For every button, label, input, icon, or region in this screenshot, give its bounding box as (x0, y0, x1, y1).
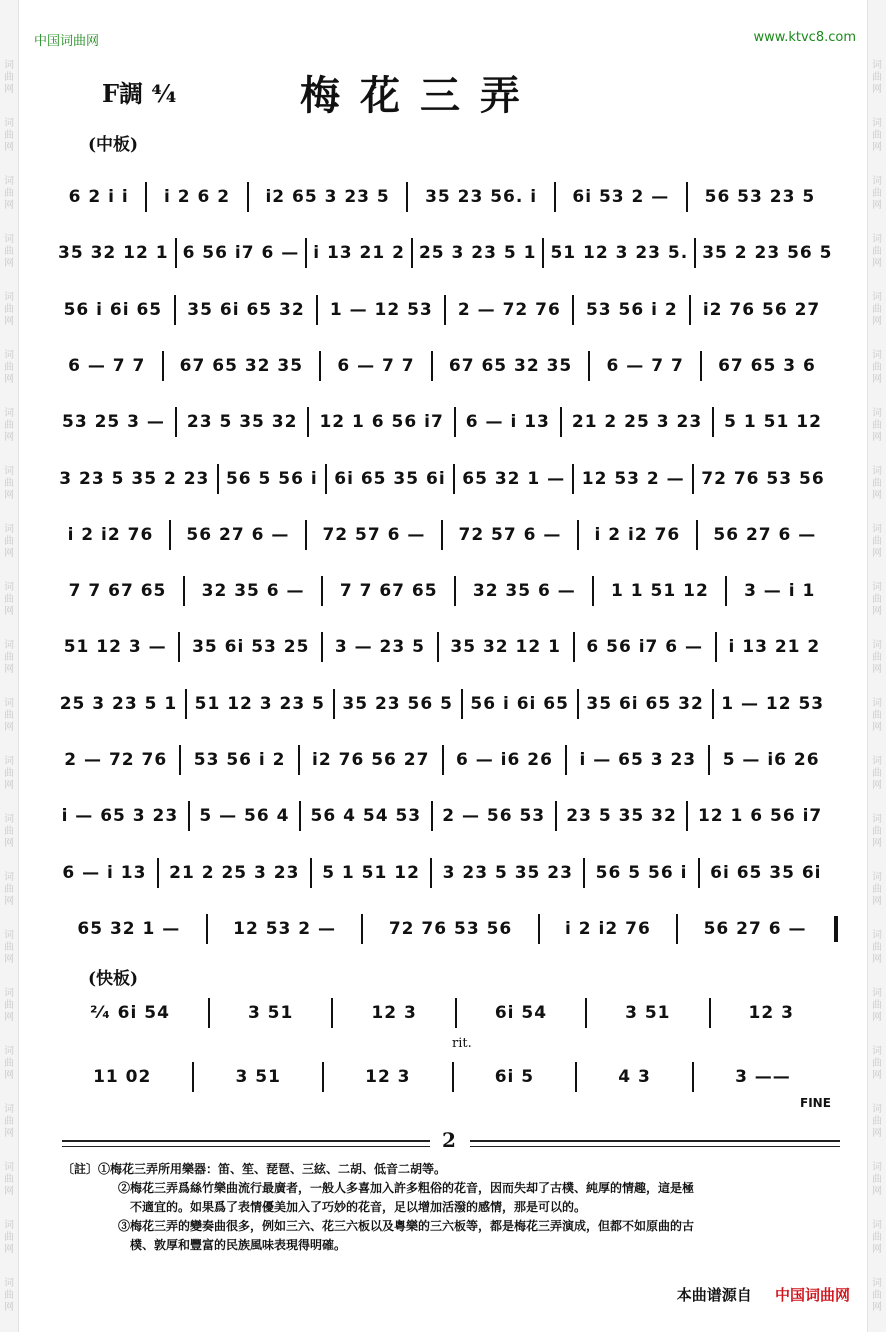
measure: 51 12 3 23 5. (542, 238, 694, 268)
measure: 6i 65 35 6i (325, 464, 453, 494)
score-line (52, 745, 838, 775)
watermark-text: 词曲网 (872, 350, 882, 385)
measure: 35 6i 53 25 (178, 632, 321, 662)
watermark-text: 词曲网 (4, 176, 14, 211)
measure: 51 12 3 23 5 (185, 689, 333, 719)
measure: 2 — 56 53 (431, 801, 555, 831)
measure: 56 27 6 — (696, 520, 832, 550)
measure: 3 —— (692, 1062, 832, 1092)
watermark-text: 词曲网 (4, 582, 14, 617)
watermark-text: 词曲网 (872, 466, 882, 501)
note-line: 〔註〕①梅花三弄所用樂器：笛、笙、琵琶、三絃、二胡、低音二胡等。 (62, 1162, 447, 1176)
measure: 35 23 56. i (406, 182, 553, 212)
note-line: ③梅花三弄的變奏曲很多，例如三六、花三六板以及粵樂的三六板等，都是梅花三弄演成，但都不如原曲的古 (118, 1219, 695, 1233)
watermark-text: 词曲网 (4, 292, 14, 327)
measure: 12 53 2 — (206, 914, 362, 944)
measure: i2 76 56 27 (298, 745, 442, 775)
measure: ²⁄₄ 6i 54 (90, 1003, 170, 1023)
note-line: 不適宜的。如果爲了表情優美加入了巧妙的花音，足以增加活潑的感情，那是可以的。 (130, 1200, 587, 1214)
measure: i2 76 56 27 (689, 295, 832, 325)
watermark-text: 词曲网 (4, 466, 14, 501)
score-line (52, 520, 838, 550)
watermark-text: 词曲网 (872, 872, 882, 907)
watermark-text: 词曲网 (872, 1220, 882, 1255)
watermark-text: 词曲网 (872, 930, 882, 965)
measure: 3 51 (585, 998, 708, 1028)
measure: 6 — i6 26 (442, 745, 565, 775)
watermark-text: 词曲网 (872, 698, 882, 733)
measure: 32 35 6 — (454, 576, 592, 606)
watermark-text: 词曲网 (872, 524, 882, 559)
measure: 7 7 67 65 (321, 576, 454, 606)
page-rule-left-thin (62, 1146, 430, 1147)
measure: 12 53 2 — (572, 464, 692, 494)
measure: 7 7 67 65 (68, 581, 167, 602)
measure: 5 — 56 4 (188, 801, 299, 831)
watermark-text: 词曲网 (4, 350, 14, 385)
measure: 32 35 6 — (183, 576, 321, 606)
watermark-text: 词曲网 (4, 1278, 14, 1313)
measure: 56 27 6 — (676, 914, 832, 944)
measure: 6 2 i i (68, 187, 129, 207)
watermark-text: 词曲网 (4, 118, 14, 153)
watermark-text: 词曲网 (872, 234, 882, 269)
measure: 56 i 6i 65 (63, 299, 163, 320)
tempo-moderato: (中板) (88, 135, 139, 155)
measure: 6 — 7 7 (588, 351, 700, 381)
header-site-url[interactable]: www.ktvc8.com (753, 30, 856, 45)
watermark-text: 词曲网 (4, 1220, 14, 1255)
measure: 21 2 25 3 23 (560, 407, 712, 437)
score-line (52, 407, 838, 437)
measure: 3 23 5 35 2 23 (59, 468, 210, 489)
measure: 1 1 51 12 (592, 576, 725, 606)
measure: 35 6i 65 32 (577, 689, 712, 719)
watermark-text: 词曲网 (872, 1046, 882, 1081)
watermark-text: 词曲网 (4, 698, 14, 733)
watermark-text: 词曲网 (4, 60, 14, 95)
measure: i 2 6 2 (145, 182, 246, 212)
measure: 1 — 12 53 (316, 295, 444, 325)
measure: 67 65 32 35 (431, 351, 589, 381)
measure: 6 56 i7 6 — (175, 238, 306, 268)
watermark-text: 词曲网 (872, 988, 882, 1023)
watermark-text: 词曲网 (872, 176, 882, 211)
score-line (52, 238, 838, 268)
score-line (52, 858, 838, 888)
watermark-text: 词曲网 (872, 1278, 882, 1313)
measure: 3 — 23 5 (321, 632, 437, 662)
measure: 72 76 53 56 (361, 914, 537, 944)
watermark-text: 词曲网 (4, 814, 14, 849)
measure: 12 3 (322, 1062, 452, 1092)
watermark-text: 词曲网 (4, 234, 14, 269)
watermark-text: 词曲网 (872, 60, 882, 95)
measure: 3 — i 1 (725, 576, 832, 606)
measure: 5 1 51 12 (310, 858, 430, 888)
watermark-text: 词曲网 (4, 756, 14, 791)
right-watermark-strip (867, 0, 886, 1332)
measure: 65 32 1 — (77, 918, 181, 939)
song-title: 梅花三弄 (300, 72, 540, 119)
ritardando-mark: rit. (452, 1036, 472, 1051)
measure: 56 4 54 53 (299, 801, 431, 831)
watermark-text: 词曲网 (872, 118, 882, 153)
watermark-text: 词曲网 (872, 756, 882, 791)
score-line (52, 632, 838, 662)
measure: 5 1 51 12 (712, 407, 832, 437)
page-rule-left (62, 1140, 430, 1142)
watermark-text: 词曲网 (872, 1162, 882, 1197)
measure: 2 — 72 76 (444, 295, 572, 325)
measure: i 2 i2 76 (538, 914, 677, 944)
score-line (52, 182, 838, 212)
measure: 23 5 35 32 (555, 801, 687, 831)
measure: 53 56 i 2 (179, 745, 297, 775)
measure: 72 57 6 — (305, 520, 441, 550)
measure: 35 23 56 5 (333, 689, 461, 719)
measure: 6 — 7 7 (319, 351, 431, 381)
score-line (52, 576, 838, 606)
performance-notes (62, 1160, 842, 1255)
measure: 35 6i 65 32 (174, 295, 317, 325)
measure: 25 3 23 5 1 (59, 693, 178, 714)
score-line (52, 914, 838, 944)
score-line (52, 464, 838, 494)
fine-mark: FINE (800, 1096, 831, 1110)
score-line (52, 998, 838, 1028)
score-line (52, 1062, 838, 1092)
header-site-name[interactable]: 中国词曲网 (34, 34, 100, 49)
measure: 6 — i 13 (454, 407, 560, 437)
measure: 1 — 12 53 (712, 689, 832, 719)
measure: 3 51 (192, 1062, 322, 1092)
measure: 6i 5 (452, 1062, 576, 1092)
source-label: 本曲谱源自 (676, 1286, 752, 1304)
tempo-allegro: (快板) (88, 969, 139, 989)
measure: 6i 65 35 6i (698, 858, 832, 888)
measure: 67 65 32 35 (162, 351, 320, 381)
measure: 56 53 23 5 (686, 182, 832, 212)
watermark-text: 词曲网 (4, 1104, 14, 1139)
measure: i 13 21 2 (305, 238, 411, 268)
watermark-text: 词曲网 (4, 872, 14, 907)
measure: i 2 i2 76 (67, 524, 154, 545)
measure: 5 — i6 26 (708, 745, 831, 775)
measure: 56 5 56 i (217, 464, 325, 494)
measure: 12 1 6 56 i7 (686, 801, 831, 831)
footer-source (677, 1284, 850, 1305)
measure: i 2 i2 76 (577, 520, 696, 550)
watermark-text: 词曲网 (872, 292, 882, 327)
measure: 3 51 (208, 998, 331, 1028)
measure: 2 — 72 76 (64, 750, 168, 770)
measure: 6 — 7 7 (68, 355, 146, 376)
measure: 35 2 23 56 5 (694, 238, 838, 268)
measure: 35 32 12 1 (58, 243, 169, 264)
score-line (52, 689, 838, 719)
page-rule-right (470, 1140, 840, 1142)
watermark-text: 词曲网 (4, 408, 14, 443)
measure: 53 56 i 2 (572, 295, 689, 325)
page-number: 2 (442, 1128, 456, 1152)
note-line: 樸、敦厚和豐富的民族風味表現得明確。 (130, 1238, 347, 1252)
measure: 12 1 6 56 i7 (307, 407, 453, 437)
measure: 12 3 (331, 998, 454, 1028)
measure: 6i 53 2 — (554, 182, 686, 212)
measure: 4 3 (575, 1062, 692, 1092)
watermark-text: 词曲网 (872, 640, 882, 675)
score-line (52, 801, 838, 831)
watermark-text: 词曲网 (4, 1162, 14, 1197)
measure: 3 23 5 35 23 (430, 858, 583, 888)
page-rule-right-thin (470, 1146, 840, 1147)
measure: 56 i 6i 65 (461, 689, 577, 719)
measure: i 13 21 2 (715, 632, 832, 662)
measure: 21 2 25 3 23 (157, 858, 310, 888)
watermark-text: 词曲网 (4, 640, 14, 675)
left-watermark-strip (0, 0, 19, 1332)
key-signature: F調 ⁴⁄₄ (102, 79, 177, 108)
measure: 6 — i 13 (62, 862, 147, 883)
measure: 12 3 (709, 998, 832, 1028)
note-line: ②梅花三弄爲絲竹樂曲流行最廣者，一般人多喜加入許多粗俗的花音，因而失却了古樸、純厚的情趣，這是極 (118, 1181, 695, 1195)
watermark-text: 词曲网 (4, 988, 14, 1023)
watermark-text: 词曲网 (4, 524, 14, 559)
measure: i — 65 3 23 (61, 806, 179, 827)
measure: 72 76 53 56 (692, 464, 832, 494)
watermark-text: 词曲网 (4, 1046, 14, 1081)
watermark-text: 词曲网 (872, 408, 882, 443)
measure: 35 32 12 1 (437, 632, 573, 662)
measure: 6 56 i7 6 — (573, 632, 715, 662)
measure: 23 5 35 32 (175, 407, 308, 437)
measure: 65 32 1 — (453, 464, 573, 494)
watermark-text: 词曲网 (872, 582, 882, 617)
source-site-link[interactable]: 中国词曲网 (774, 1286, 850, 1304)
measure: 6i 54 (455, 998, 585, 1028)
measure: 56 27 6 — (169, 520, 305, 550)
watermark-text: 词曲网 (4, 930, 14, 965)
watermark-text: 词曲网 (872, 1104, 882, 1139)
measure: 67 65 3 6 (700, 351, 832, 381)
measure: 56 5 56 i (583, 858, 697, 888)
measure: 72 57 6 — (441, 520, 577, 550)
score-line (52, 295, 838, 325)
measure: i — 65 3 23 (565, 745, 708, 775)
measure: i2 65 3 23 5 (247, 182, 407, 212)
measure: 25 3 23 5 1 (411, 238, 542, 268)
score-line (52, 351, 838, 381)
watermark-text: 词曲网 (872, 814, 882, 849)
measure: 51 12 3 — (63, 637, 167, 658)
measure: 53 25 3 — (62, 412, 165, 433)
measure: 11 02 (93, 1067, 152, 1087)
